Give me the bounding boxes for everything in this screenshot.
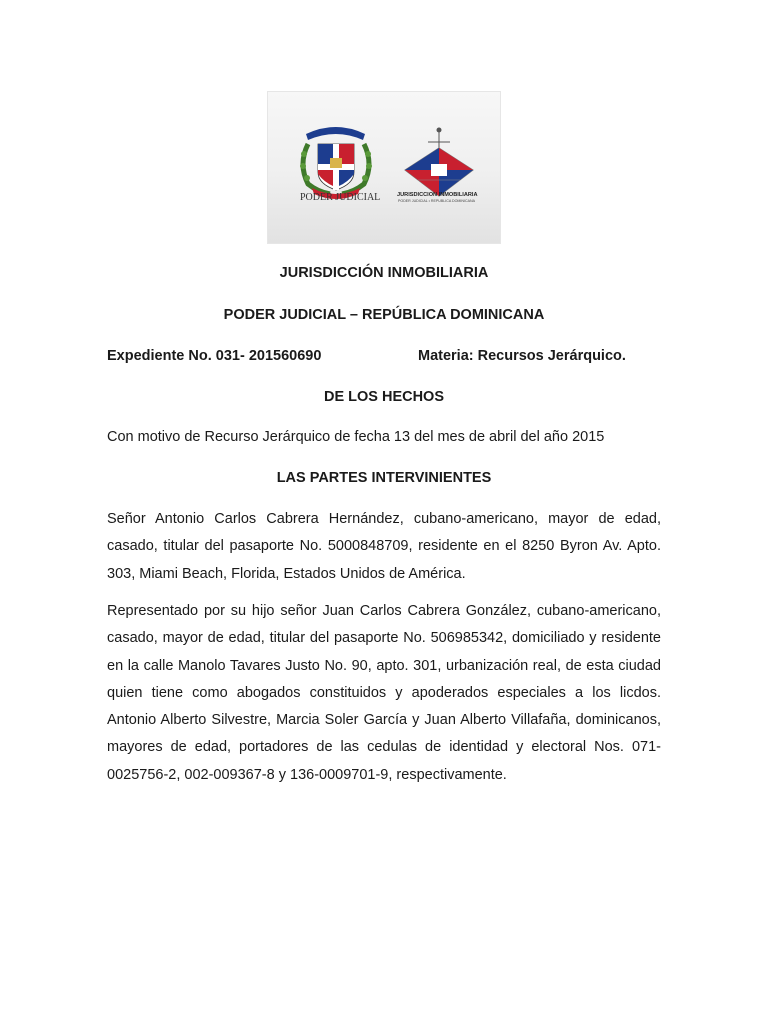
coat-of-arms-caption: PODER JUDICIAL	[300, 192, 381, 203]
paragraph-representado: Representado por su hijo señor Juan Carlos Cabrera González, cubano-americano, casado, mayor de edad, titular del pasaporte No. 506985342, domiciliado y residente en la calle Manolo Tavares Justo No. 90, apto. 301, urbanización real, de esta ciudad quien tiene como abogados constituidos y apoderados especiales a los licdos. Antonio Alberto Silvestre, Marcia Soler García y Juan Alberto Villafaña, dominicanos, mayores de edad, portadores de las cedulas de identidad y electoral Nos. 071-0025756-2, 002-009367-8 y 136-0009701-9, respectivamente.	[107, 603, 661, 783]
logos-graphic	[268, 92, 502, 245]
materia-label: Materia: Recursos Jerárquico.	[418, 348, 626, 364]
jurisdiccion-logo-caption: JURISDICCION INMOBILIARIA	[397, 192, 478, 198]
jurisdiccion-logo-icon	[405, 128, 473, 197]
hechos-text: Con motivo de Recurso Jerárquico de fecha 13 del mes de abril del año 2015	[107, 429, 605, 445]
paragraph-senor: Señor Antonio Carlos Cabrera Hernández, cubano-americano, mayor de edad, casado, titular del pasaporte No. 5000848709, residente en el 8250 Byron Av. Apto. 303, Miami Beach, Florida, Estados Unidos de América.	[107, 511, 661, 582]
jurisdiccion-logo-subcaption: PODER JUDICIAL • REPUBLICA DOMINICANA	[398, 199, 476, 203]
header-logo-image	[267, 91, 501, 244]
heading-poder-judicial: PODER JUDICIAL – REPÚBLICA DOMINICANA	[223, 307, 545, 323]
heading-partes: LAS PARTES INTERVINIENTES	[276, 470, 492, 486]
expediente-number: Expediente No. 031- 201560690	[107, 348, 322, 364]
expediente-row	[107, 347, 667, 365]
coat-of-arms-icon	[300, 127, 372, 199]
heading-jurisdiccion: JURISDICCIÓN INMOBILIARIA	[279, 265, 489, 281]
heading-hechos: DE LOS HECHOS	[323, 389, 445, 405]
